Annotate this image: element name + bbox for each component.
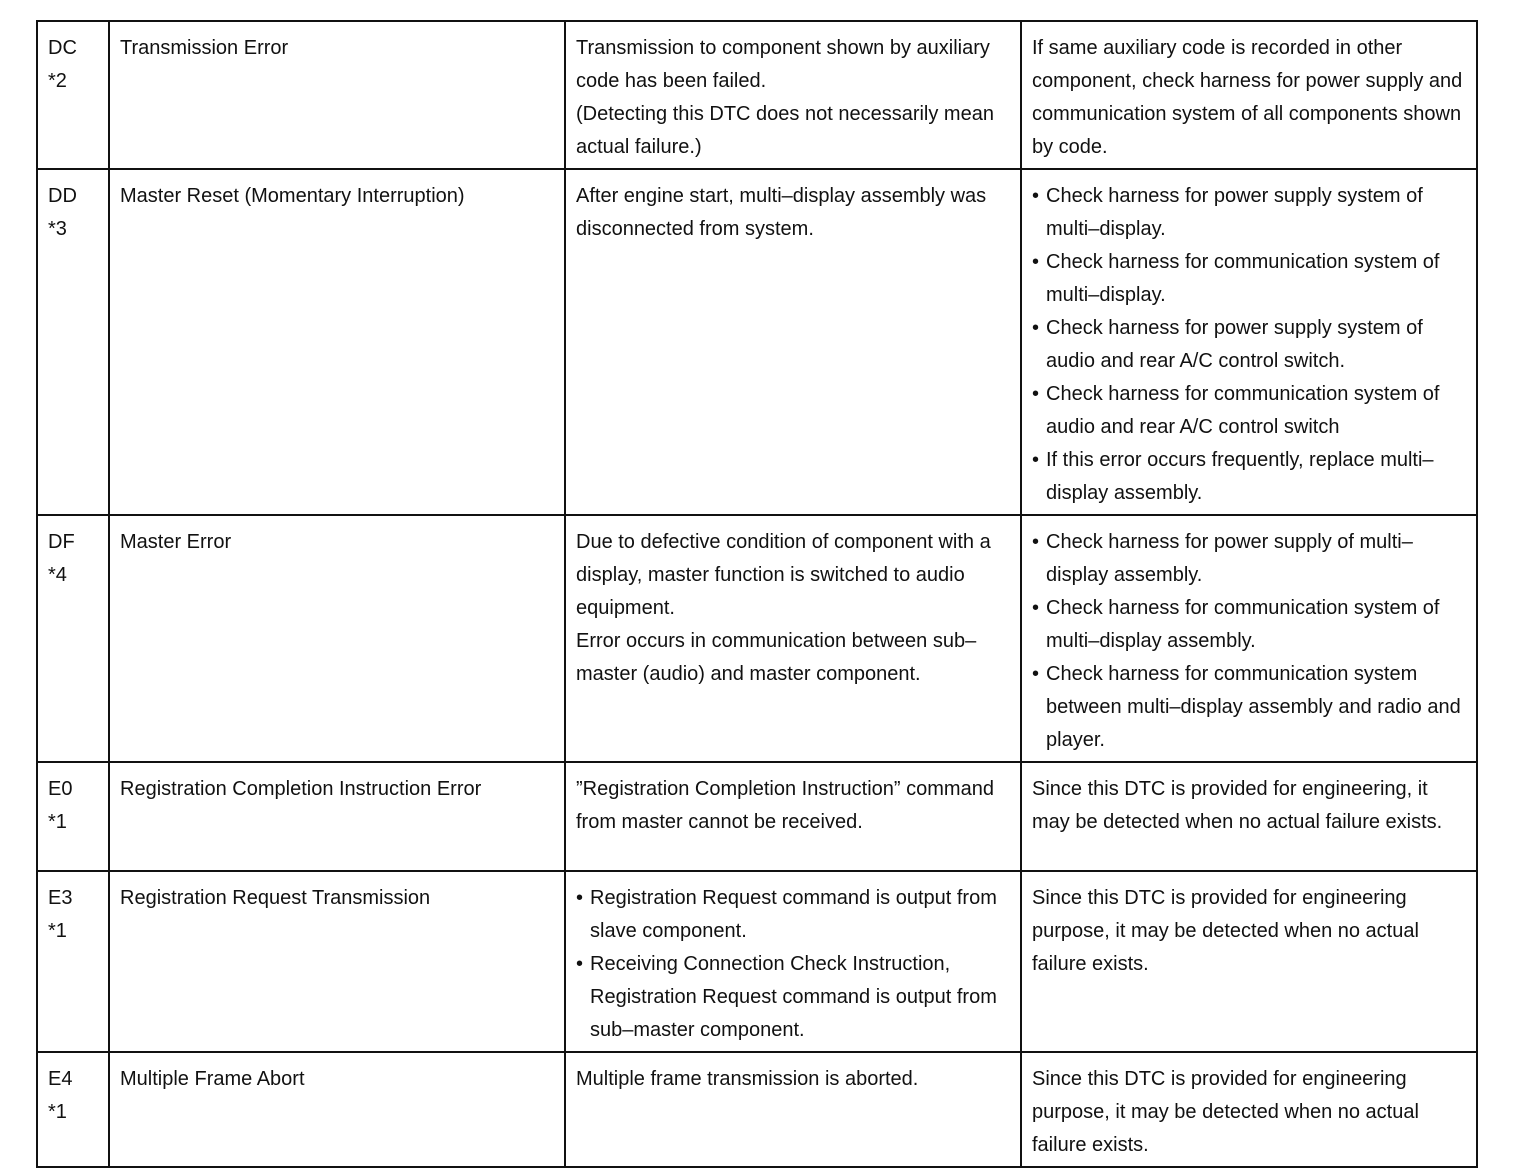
list-item: • Receiving Connection Check Instruction, Registration Request command is output from sub–master component. bbox=[576, 948, 1012, 1047]
dtc-note: *1 bbox=[48, 920, 67, 942]
dtc-note: *1 bbox=[48, 1101, 67, 1123]
list-item: • Registration Request command is output from slave component. bbox=[576, 882, 1012, 948]
dtc-table-body bbox=[37, 21, 1477, 1167]
dtc-code-cell bbox=[37, 871, 109, 1052]
trouble-area-cell bbox=[1021, 169, 1477, 515]
trouble-area-text: Since this DTC is provided for engineering purpose, it may be detected when no actual failure exists. bbox=[1032, 1068, 1419, 1156]
dtc-code-cell bbox=[37, 1052, 109, 1167]
dtc-note: *2 bbox=[48, 70, 67, 92]
list-item: • Check harness for power supply of multi–display assembly. bbox=[1032, 526, 1468, 592]
diagnosis-condition-cell bbox=[565, 21, 1021, 169]
detection-item-cell bbox=[109, 871, 565, 1052]
detection-item: Transmission Error bbox=[120, 37, 289, 59]
condition-text: ”Registration Completion Instruction” command from master cannot be received. bbox=[576, 778, 994, 833]
condition-text: Error occurs in communication between sub–master (audio) and master component. bbox=[576, 630, 977, 685]
detection-item: Master Error bbox=[120, 531, 232, 553]
table-row-e0 bbox=[37, 762, 1477, 871]
table-row-df bbox=[37, 515, 1477, 762]
condition-text: Transmission to component shown by auxiliary code has been failed. bbox=[576, 37, 990, 92]
dtc-table bbox=[36, 20, 1478, 1168]
condition-list bbox=[576, 882, 1012, 1047]
list-item: • Check harness for communication system of multi–display. bbox=[1032, 246, 1468, 312]
detection-item-cell bbox=[109, 1052, 565, 1167]
table-row-e4 bbox=[37, 1052, 1477, 1167]
condition-text: (Detecting this DTC does not necessarily mean actual failure.) bbox=[576, 103, 994, 158]
diagnosis-condition-cell bbox=[565, 169, 1021, 515]
condition-text: Multiple frame transmission is aborted. bbox=[576, 1068, 919, 1090]
trouble-area-list bbox=[1032, 526, 1468, 757]
list-item: • Check harness for power supply system of audio and rear A/C control switch. bbox=[1032, 312, 1468, 378]
condition-text: Due to defective condition of component with a display, master function is switched to audio equipment. bbox=[576, 531, 991, 619]
diagnosis-condition-cell bbox=[565, 1052, 1021, 1167]
dtc-code: DF bbox=[48, 531, 75, 553]
dtc-code: E0 bbox=[48, 778, 73, 800]
dtc-code: E3 bbox=[48, 887, 73, 909]
detection-item: Master Reset (Momentary Interruption) bbox=[120, 185, 465, 207]
trouble-area-text: If same auxiliary code is recorded in other component, check harness for power supply and communication system of all components shown by code. bbox=[1032, 37, 1463, 158]
trouble-area-text: Since this DTC is provided for engineering purpose, it may be detected when no actual failure exists. bbox=[1032, 887, 1419, 975]
list-item: • Check harness for communication system of multi–display assembly. bbox=[1032, 592, 1468, 658]
detection-item: Registration Request Transmission bbox=[120, 887, 431, 909]
list-item: • Check harness for communication system between multi–display assembly and radio and player. bbox=[1032, 658, 1468, 757]
dtc-code: DD bbox=[48, 185, 77, 207]
trouble-area-list bbox=[1032, 180, 1468, 510]
detection-item: Multiple Frame Abort bbox=[120, 1068, 305, 1090]
list-item: • Check harness for communication system of audio and rear A/C control switch bbox=[1032, 378, 1468, 444]
dtc-code-cell bbox=[37, 169, 109, 515]
detection-item-cell bbox=[109, 21, 565, 169]
trouble-area-cell bbox=[1021, 1052, 1477, 1167]
trouble-area-cell bbox=[1021, 21, 1477, 169]
dtc-note: *4 bbox=[48, 564, 67, 586]
dtc-code-cell bbox=[37, 515, 109, 762]
table-row-dd bbox=[37, 169, 1477, 515]
dtc-note: *1 bbox=[48, 811, 67, 833]
dtc-note: *3 bbox=[48, 218, 67, 240]
dtc-code: DC bbox=[48, 37, 77, 59]
diagnosis-condition-cell bbox=[565, 871, 1021, 1052]
table-row-e3 bbox=[37, 871, 1477, 1052]
dtc-code: E4 bbox=[48, 1068, 73, 1090]
detection-item: Registration Completion Instruction Error bbox=[120, 778, 482, 800]
detection-item-cell bbox=[109, 169, 565, 515]
list-item: • Check harness for power supply system of multi–display. bbox=[1032, 180, 1468, 246]
table-row-dc bbox=[37, 21, 1477, 169]
diagnosis-condition-cell bbox=[565, 515, 1021, 762]
trouble-area-text: Since this DTC is provided for engineering, it may be detected when no actual failure exists. bbox=[1032, 778, 1443, 833]
trouble-area-cell bbox=[1021, 871, 1477, 1052]
dtc-code-cell bbox=[37, 21, 109, 169]
detection-item-cell bbox=[109, 762, 565, 871]
diagnosis-condition-cell bbox=[565, 762, 1021, 871]
detection-item-cell bbox=[109, 515, 565, 762]
dtc-code-cell bbox=[37, 762, 109, 871]
trouble-area-cell bbox=[1021, 515, 1477, 762]
condition-text: After engine start, multi–display assembly was disconnected from system. bbox=[576, 185, 987, 240]
trouble-area-cell bbox=[1021, 762, 1477, 871]
list-item: • If this error occurs frequently, replace multi–display assembly. bbox=[1032, 444, 1468, 510]
